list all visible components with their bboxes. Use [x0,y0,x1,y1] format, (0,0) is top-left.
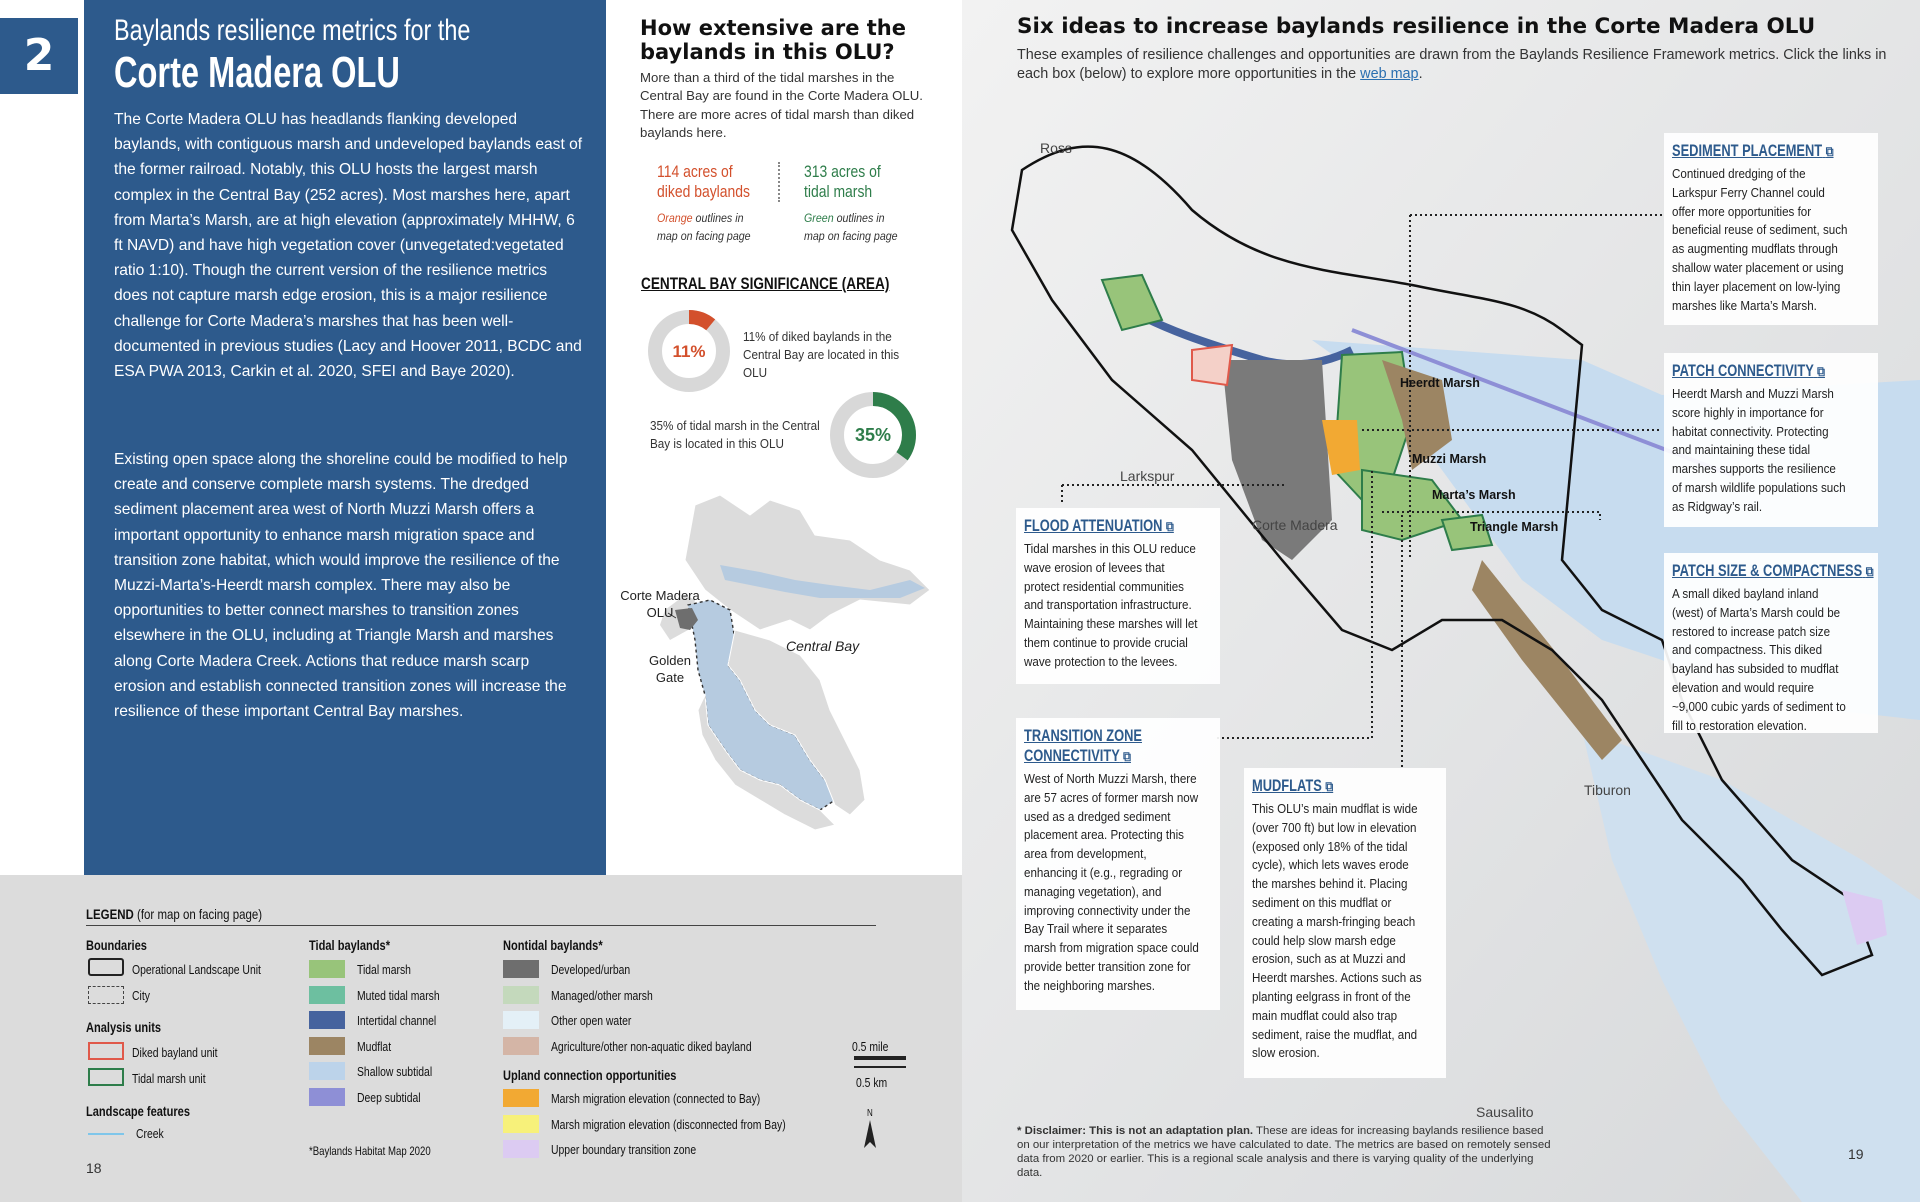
legend-olu-label: Operational Landscape Unit [132,962,261,977]
diked-acres-note [657,209,751,245]
card-patch-size-title-text: PATCH SIZE & COMPACTNESS [1672,562,1863,580]
donut-label: 35% [854,425,892,445]
locator-label-central-bay: Central Bay [786,638,860,654]
label-heerdt-marsh: Heerdt Marsh [1400,376,1480,390]
diked-bayland-unit [1192,345,1232,385]
card-mudflats [1244,768,1446,1078]
place-larkspur: Larkspur [1120,468,1175,484]
legend-nontidal-item-label: Agriculture/other non-aquatic diked bayland [551,1038,752,1054]
legend-city-label: City [132,988,150,1003]
legend-upland-heading: Upland connection opportunities [503,1068,677,1083]
legend-tidal-item-swatch [309,1088,345,1106]
diked-acres-line1: 114 acres of [657,162,733,181]
scale-bar [854,1056,906,1060]
extent-heading: How extensive are the baylands in this OLU? [640,16,906,64]
north-label: N [867,1108,873,1119]
legend-upland-item-label: Upper boundary transition zone [551,1142,697,1157]
disclaimer [1017,1124,1557,1180]
ideas-subtitle-text: These examples of resilience challenges and opportunities are drawn from the Baylands Resilience Framework metrics. Click the links in each box (below) to explore more opportunities in the [1017,47,1887,82]
legend-nontidal-item-label: Other open water [551,1013,632,1028]
card-flood-body: Tidal marshes in this OLU reduce wave erosion of levees that protect residential communities and transportation infrastructure. Maintaining these marshes will let them continue to provide crucial wave protection to the levees. [1024,541,1198,669]
place-tiburon: Tiburon [1584,782,1631,798]
legend-tidal-item-label: Deep subtidal [357,1089,421,1105]
scale-km-label: 0.5 km [856,1075,888,1090]
legend-nontidal-item-label: Developed/urban [551,962,631,977]
web-map-link[interactable]: web map [1360,66,1419,82]
legend-upland-item-label: Marsh migration elevation (connected to Bay) [551,1091,761,1106]
legend-boundaries-heading: Boundaries [86,938,147,953]
diked-acres-stat [657,162,750,202]
card-flood-title[interactable] [1024,516,1174,536]
legend-tidal-item-swatch [309,986,345,1004]
legend-title [86,906,262,922]
card-mudflats-body: This OLU’s main mudflat is wide (over 700 ft) but low in elevation (exposed only 18% of the tidal cycle), which lets waves erode the marshes behind it. Placing sediment on this mudflat or creating a marsh-fringing beach could help slow marsh edge erosion, such as at Muzzi and Heerdt marshes. Actions such as planting eelgrass in front of the main mudflat could also trap sediment, raise the mudflat, and slow erosion. [1252,801,1422,1061]
extent-description: More than a third of the tidal marshes in the Central Bay are found in the Corte Madera OLU. There are more acres of tidal marsh than diked baylands here. [640,70,923,141]
external-link-icon[interactable]: ⧉ [1865,563,1874,579]
page-number-right: 19 [1848,1146,1864,1162]
significance-heading: CENTRAL BAY SIGNIFICANCE (AREA) [641,274,890,293]
page-title-line1: Baylands resilience metrics for the [114,14,471,47]
place-corte-madera: Corte Madera [1252,517,1338,533]
legend-analysis-heading: Analysis units [86,1020,162,1035]
tidal-acres-line2: tidal marsh [804,182,873,201]
ideas-subtitle [1017,46,1897,84]
intro-paragraph-2: Existing open space along the shoreline could be modified to help create and conserve complete marsh systems. The dredged sediment placement area west of North Muzzi Marsh offers a important opportunity to enhance marsh migration space and transition zone habitat, which would improve the resilience of the Muzzi-Marta’s-Heerdt marsh complex. There may also be opportunities to better connect marshes to transition zones elsewhere in the OLU, including at Triangle Marsh and marshes along Corte Madera Creek. Actions that reduce marsh scarp erosion and establish connected transition zones will increase the resilience of these important Central Bay marshes. [114,451,568,721]
card-patch-size-title[interactable] [1672,561,1874,581]
legend-upland-item-swatch [503,1089,539,1107]
legend-tidal-item-swatch [309,1011,345,1029]
card-sediment-title-text: SEDIMENT PLACEMENT [1672,142,1823,160]
card-transition-zone [1016,718,1220,1010]
legend-diked-unit-label: Diked bayland unit [132,1045,218,1060]
legend-upland-item-label: Marsh migration elevation (disconnected from Bay) [551,1116,786,1132]
card-sediment-title[interactable] [1672,141,1834,161]
diked-acres-line2: diked baylands [657,182,751,201]
legend-footnote: *Baylands Habitat Map 2020 [309,1144,431,1158]
external-link-icon[interactable]: ⧉ [1825,143,1834,159]
page-number-left: 18 [86,1160,102,1176]
ideas-heading: Six ideas to increase baylands resilience in the Corte Madera OLU [1017,14,1816,39]
section-number: 2 [0,18,78,94]
tidal-acres-note [804,209,898,245]
external-link-icon[interactable]: ⧉ [1325,778,1334,794]
scale-bar-km [854,1066,906,1068]
acres-divider [778,162,780,202]
disclaimer-text: These are ideas for increasing baylands resilience based on our interpretation of the metrics we have calculated to date. The metrics are based on remotely sensed data from 2020 or earlier. This is a regional scale analysis and there is varying quality of the underlying data. [1017,1125,1551,1179]
card-patch-connectivity [1664,353,1878,527]
card-transition-title-line2: CONNECTIVITY [1024,747,1120,765]
place-ross: Ross [1040,140,1072,156]
tidal-note-rest: outlines in [833,211,885,225]
legend-nontidal-heading: Nontidal baylands* [503,938,603,953]
card-sediment-body: Continued dredging of the Larkspur Ferry Channel could offer more opportunities for beneficial reuse of sediment, such as augmenting mudflats through shallow water placement or using thin layer placement on low-lying marshes like Marta’s Marsh. [1672,166,1848,313]
legend-creek-label: Creek [136,1126,164,1141]
legend-title-main: LEGEND [86,906,134,922]
tidal-note-line2: map on facing page [804,229,898,243]
legend-tidal-unit-label: Tidal marsh unit [132,1071,206,1086]
legend-title-note: (for map on facing page) [133,906,263,922]
legend-nontidal-item-swatch [503,960,539,978]
diked-note-color: Orange [657,211,693,225]
donut-label: 11% [672,342,706,361]
card-patch-connectivity-title-text: PATCH CONNECTIVITY [1672,362,1814,380]
legend-tidal-item-label: Tidal marsh [357,962,411,977]
legend-diked-unit-swatch [88,1042,124,1060]
legend-nontidal-item-swatch [503,986,539,1004]
tidal-acres-stat [804,162,881,202]
card-flood-title-text: FLOOD ATTENUATION [1024,517,1163,535]
card-mudflats-title[interactable] [1252,776,1397,796]
legend-tidal-item-swatch [309,1037,345,1055]
diked-note-rest: outlines in [692,211,744,225]
north-arrow-icon [862,1120,878,1150]
legend-tidal-item-label: Muted tidal marsh [357,987,440,1003]
card-sediment-placement [1664,133,1878,325]
tidal-share-donut [828,390,918,480]
legend-tidal-item-label: Shallow subtidal [357,1064,433,1079]
legend-tidal-item-swatch [309,1062,345,1080]
legend-upland-item-swatch [503,1140,539,1158]
card-patch-connectivity-title[interactable] [1672,361,1826,381]
external-link-icon[interactable]: ⧉ [1123,748,1131,764]
legend-nontidal-item-swatch [503,1037,539,1055]
external-link-icon[interactable]: ⧉ [1817,363,1825,379]
card-patch-size [1664,553,1878,733]
legend-rule [86,925,876,926]
scale-mile-label: 0.5 mile [852,1039,889,1054]
card-transition-body: West of North Muzzi Marsh, there are 57 acres of former marsh now used as a dredged sediment placement area. Protecting this area from development, enhancing it (e.g., regrading or managing vegetation), and improving connectivity under the Bay Trail where it separates marsh from migration space could provide better transition zone for the neighboring marshes. [1024,771,1199,993]
diked-note-line2: map on facing page [657,229,751,243]
tidal-acres-line1: 313 acres of [804,162,881,181]
legend-tidal-item-swatch [309,960,345,978]
legend-city-swatch [88,986,124,1004]
intro-paragraph-1: The Corte Madera OLU has headlands flanking developed baylands, with contiguous marsh and undeveloped baylands east of the former railroad. Notably, this OLU hosts the largest marsh complex in the Central Bay (252 acres). Most marshes here, apart from Marta’s Marsh, are at high elevation (approximately MHHW, 6 ft NAVD) and have high vegetation cover (unvegetated:vegetated ratio 1:10). Though the current version of the resilience metrics does not capture marsh edge erosion, this is a major resilience challenge for Corte Madera’s marshes that has been well-documented in previous studies (Lacy and Hoover 2011, BCDC and ESA PWA 2013, Carkin et al. 2020, SFEI and Baye 2020). [114,111,583,381]
page-title-line2: Corte Madera OLU [114,48,400,97]
place-sausalito: Sausalito [1476,1104,1534,1120]
legend-tidal-item-label: Intertidal channel [357,1013,437,1028]
locator-label-corte-madera: Corte Madera OLU [620,588,700,620]
legend-nontidal-item-label: Managed/other marsh [551,987,653,1003]
legend-creek-swatch [88,1133,124,1135]
card-transition-title[interactable] [1024,726,1171,766]
card-flood-attenuation [1016,508,1220,684]
legend-upland-item-swatch [503,1115,539,1133]
card-patch-connectivity-body: Heerdt Marsh and Muzzi Marsh score highly in importance for habitat connectivity. Protecting and maintaining these tidal marshes supports the resilience of marsh wildlife populations such as Ridgway’s rail. [1672,386,1846,514]
tidal-share-text: 35% of tidal marsh in the Central Bay is located in this OLU [650,418,820,451]
external-link-icon[interactable]: ⧉ [1166,518,1174,534]
legend-olu-swatch [88,958,124,976]
label-muzzi-marsh: Muzzi Marsh [1412,452,1487,466]
legend-tidal-item-label: Mudflat [357,1038,392,1054]
ideas-subtitle-end: . [1418,66,1423,82]
legend-nontidal-item-swatch [503,1011,539,1029]
locator-label-golden-gate: Golden Gate [649,653,691,685]
legend-tidal-unit-swatch [88,1068,124,1086]
diked-share-text: 11% of diked baylands in the Central Bay are located in this OLU [743,329,900,380]
card-patch-size-body: A small diked bayland inland (west) of Marta’s Marsh could be restored to increase patch size and compactness. This diked bayland has subsided to mudflat elevation and would require ~9,000 cubic yards of sediment to fill to restoration elevation. [1672,586,1846,733]
disclaimer-bold: * Disclaimer: This is not an adaptation plan. [1017,1125,1254,1137]
tidal-note-color: Green [804,211,834,225]
legend-landscape-heading: Landscape features [86,1104,190,1119]
label-triangle-marsh: Triangle Marsh [1470,520,1559,534]
label-martas-marsh: Marta’s Marsh [1432,488,1516,502]
card-mudflats-title-text: MUDFLATS [1252,777,1322,795]
diked-share-donut [646,308,732,394]
legend-tidal-heading: Tidal baylands* [309,938,391,953]
card-transition-title-line1: TRANSITION ZONE [1024,727,1142,745]
